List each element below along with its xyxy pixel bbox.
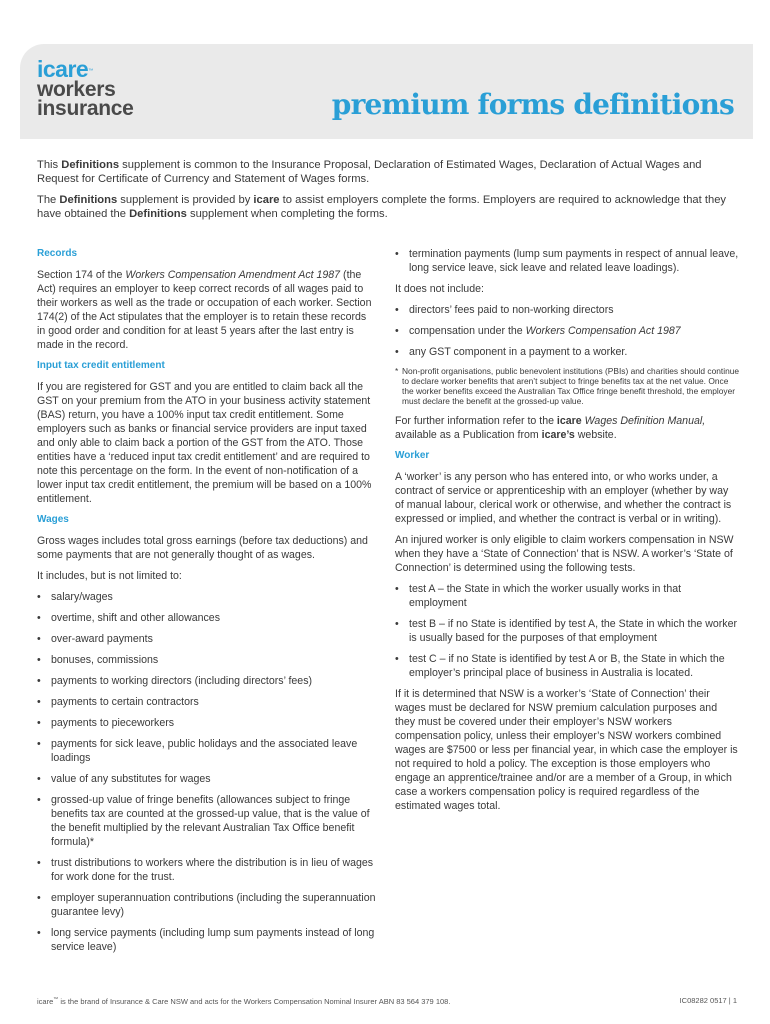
wages-heading: Wages bbox=[37, 514, 69, 525]
intro bbox=[37, 158, 737, 228]
list-item: • test C – if no State is identified by test A or B, the State in which the employer’s principal place of business in Australia is located. bbox=[395, 652, 740, 680]
wages-includes-list-continued bbox=[395, 247, 740, 275]
wages-includes-label: It includes, but is not limited to: bbox=[37, 570, 182, 582]
not-include-label: It does not include: bbox=[395, 283, 484, 295]
list-item: • trust distributions to workers where the distribution is in lieu of wages for work done for the trust. bbox=[37, 856, 377, 884]
worker-paragraph-1: A ‘worker’ is any person who has entered into, or who works under, a contract of service or apprenticeship with an employer (whether by way of manual labour, clerical work or otherwise, and whether the contract is expressed or implied, and whether the contract is verbal or in writing). bbox=[395, 471, 732, 525]
worker-paragraph-3: If it is determined that NSW is a worker’s ‘State of Connection’ their wages must be declared for NSW premium calculation purposes and they must be covered under their employer’s NSW workers compensation policy, unless their employer’s NSW workers combined wages are $7500 or less per financial year, in which case the employer is not required to hold a policy. The exception is those employers who engage an apprentice/trainee and/or are a member of a Group, in which case a workers compensation policy is required regardless of the estimated wages total. bbox=[395, 688, 738, 812]
list-item: • payments for sick leave, public holidays and the associated leave loadings bbox=[37, 737, 377, 765]
list-item: • termination payments (lump sum payments in respect of annual leave, long service leave, sick leave and related leave loadings). bbox=[395, 247, 740, 275]
not-include-list bbox=[395, 303, 740, 359]
worker-heading: Worker bbox=[395, 450, 430, 461]
state-connection-tests bbox=[395, 582, 740, 680]
page-footer bbox=[37, 996, 737, 1006]
list-item: • employer superannuation contributions (including the superannuation guarantee levy) bbox=[37, 891, 377, 919]
intro-paragraph-2: The Definitions supplement is provided by icare to assist employers complete the forms. Employers are required to acknowledge that they have obtained the Definitions supplement when completing the forms. bbox=[37, 194, 727, 220]
page-title: premium forms definitions bbox=[331, 88, 734, 121]
fringe-benefit-footnote bbox=[395, 366, 740, 406]
intro-paragraph-1: This Definitions supplement is common to the Insurance Proposal, Declaration of Estimated Wages, Declaration of Actual Wages and Request for Certificate of Currency and Statement of Wages forms. bbox=[37, 159, 702, 185]
list-item: • bonuses, commissions bbox=[37, 653, 377, 667]
footer-form-code: IC08282 0517 | 1 bbox=[679, 996, 737, 1005]
footnote-text: Non-profit organisations, public benevolent institutions (PBIs) and charities should continue to declare worker benefits that aren’t subject to fringe benefits tax at the net value. Once the worker benefits exceed the Australian Tax Office fringe benefit threshold, the employer must declare the benefit at the grossed-up value. bbox=[402, 366, 740, 406]
footnote-mark: * bbox=[395, 366, 399, 376]
list-item: • payments to certain contractors bbox=[37, 695, 377, 709]
footer-brand-note: icare™ is the brand of Insurance & Care NSW and acts for the Workers Compensation Nominal Insurer ABN 83 564 379 108. bbox=[37, 996, 451, 1006]
list-item: • value of any substitutes for wages bbox=[37, 772, 377, 786]
list-item: • payments to pieceworkers bbox=[37, 716, 377, 730]
list-item: • salary/wages bbox=[37, 590, 377, 604]
list-item: • test B – if no State is identified by test A, the State in which the worker is usually based for the purposes of that employment bbox=[395, 617, 740, 645]
list-item: • overtime, shift and other allowances bbox=[37, 611, 377, 625]
wages-intro: Gross wages includes total gross earnings (before tax deductions) and some payments that are not generally thought of as wages. bbox=[37, 535, 368, 561]
list-item: • long service payments (including lump sum payments instead of long service leave) bbox=[37, 926, 377, 954]
records-heading: Records bbox=[37, 248, 78, 259]
list-item: • directors’ fees paid to non-working directors bbox=[395, 303, 740, 317]
worker-paragraph-2: An injured worker is only eligible to claim workers compensation in NSW when they have a ‘State of Connection’ that is NSW. A worker’s ‘State of Connection’ is determined using the following tests. bbox=[395, 534, 734, 574]
icare-logo bbox=[37, 58, 134, 118]
list-item: • any GST component in a payment to a worker. bbox=[395, 345, 740, 359]
wages-includes-list bbox=[37, 590, 377, 954]
list-item: • test A – the State in which the worker usually works in that employment bbox=[395, 582, 740, 610]
list-item: • over-award payments bbox=[37, 632, 377, 646]
logo-brand: icare™ bbox=[37, 56, 93, 82]
list-item: • grossed-up value of fringe benefits (allowances subject to fringe benefits tax are counted at the grossed-up value, that is the value of the benefit multiplied by the relevant Australian Tax Office benefit formula)* bbox=[37, 793, 377, 849]
logo-line-workers: workers bbox=[37, 78, 116, 101]
input-tax-heading: Input tax credit entitlement bbox=[37, 360, 165, 371]
logo-line-insurance: insurance bbox=[37, 97, 134, 120]
left-column bbox=[37, 247, 377, 961]
list-item: • payments to working directors (including directors’ fees) bbox=[37, 674, 377, 688]
further-info-paragraph: For further information refer to the icare Wages Definition Manual, available as a Publication from icare’s website. bbox=[395, 415, 706, 441]
right-column bbox=[395, 247, 740, 820]
records-paragraph: Section 174 of the Workers Compensation Amendment Act 1987 (the Act) requires an employer to keep correct records of all wages paid to their workers as well as the trade or occupation of each worker. Section 174(2) of the Act stipulates that the employer is to retain these records in good order and condition for at least 5 years after the last entry is made in the record. bbox=[37, 269, 372, 351]
input-tax-paragraph: If you are registered for GST and you are entitled to claim back all the GST on your premium from the ATO in your business activity statement (BAS) return, you have a 100% input tax credit entitlement. Some employers such as banks or financial service providers are input taxed and only able to claim back a portion of the GST from the ATO. Those entities have a ‘reduced input tax credit entitlement’ and are required to note this percentage on the form. In the event of non-notification of a lower input tax credit entitlement, the premium will be based on a 100% entitlement. bbox=[37, 381, 372, 505]
list-item: • compensation under the Workers Compensation Act 1987 bbox=[395, 324, 740, 338]
